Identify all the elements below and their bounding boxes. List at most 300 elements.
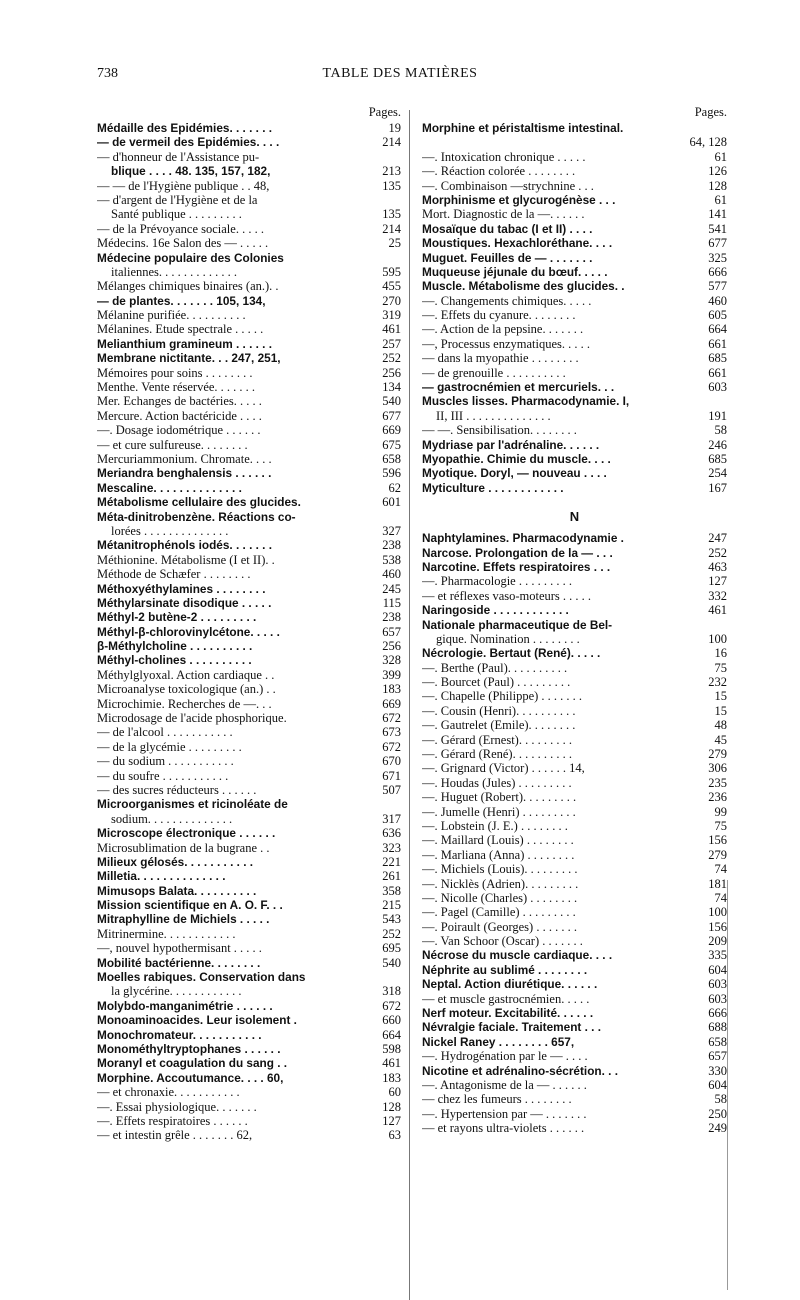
- index-entry: [422, 409, 727, 423]
- index-entry: [97, 941, 401, 955]
- entry-text: — et intestin grêle . . . . . . . 62,: [97, 1128, 253, 1143]
- entry-page: 75: [714, 660, 727, 675]
- entry-text: Muscle. Métabolisme des glucides. .: [422, 279, 625, 294]
- entry-text: —. Pharmacologie . . . . . . . . .: [422, 574, 572, 589]
- entry-page: 16: [714, 646, 727, 661]
- index-entry: [422, 1107, 727, 1121]
- index-entry: [97, 322, 401, 336]
- index-entry: [97, 956, 401, 970]
- entry-text: Narcotine. Effets respiratoires . . .: [422, 559, 611, 574]
- entry-page: 279: [708, 747, 727, 762]
- entry-page: 677: [382, 408, 401, 423]
- entry-text: Nécrose du muscle cardiaque. . . .: [422, 948, 613, 963]
- entry-text: —. Hypertension par — . . . . . . .: [422, 1106, 587, 1121]
- entry-page: 685: [708, 351, 727, 366]
- entry-page: 658: [708, 1034, 727, 1049]
- entry-text: —. Effets du cyanure. . . . . . . .: [422, 308, 576, 323]
- entry-page: 135: [382, 178, 401, 193]
- entry-page: 60: [388, 1085, 401, 1100]
- entry-text: Melianthium gramineum . . . . . .: [97, 336, 273, 351]
- entry-text: Nationale pharmaceutique de Bel-: [422, 617, 613, 632]
- entry-text: Nerf moteur. Excitabilité. . . . . .: [422, 1006, 594, 1021]
- entry-page: 19: [388, 121, 401, 135]
- index-entry: [97, 351, 401, 365]
- entry-page: 15: [714, 703, 727, 718]
- right-entry-list-n: [422, 531, 727, 1135]
- entry-text: Santé publique . . . . . . . . .: [111, 207, 242, 222]
- running-title: TABLE DES MATIÈRES: [322, 66, 478, 81]
- entry-text: Monoaminoacides. Leur isolement .: [97, 1013, 297, 1028]
- index-entry: [422, 733, 727, 747]
- entry-page: 48: [714, 718, 727, 733]
- entry-page: 247: [708, 531, 727, 546]
- index-entry: [422, 308, 727, 322]
- entry-text: Méthylarsinate disodique . . . . .: [97, 595, 272, 610]
- index-entry: [422, 862, 727, 876]
- entry-page: 254: [708, 466, 727, 481]
- index-entry: [97, 121, 401, 135]
- index-entry: [422, 337, 727, 351]
- index-entry: [422, 179, 727, 193]
- entry-text: —. Maillard (Louis) . . . . . . . .: [422, 833, 574, 848]
- entry-text: Médaille des Epidémies. . . . . . .: [97, 121, 273, 135]
- entry-text: —. Berthe (Paul). . . . . . . . . .: [422, 660, 568, 675]
- entry-page: 672: [382, 711, 401, 726]
- entry-page: 63: [388, 1128, 401, 1143]
- entry-text: — du soufre . . . . . . . . . . .: [97, 768, 229, 783]
- entry-text: Mitrinermine. . . . . . . . . . . .: [97, 926, 236, 941]
- entry-text: — de vermeil des Epidémies. . . .: [97, 135, 280, 150]
- entry-page: 215: [382, 898, 401, 913]
- index-entry: [97, 912, 401, 926]
- entry-text: Naringoside . . . . . . . . . . . .: [422, 603, 569, 618]
- index-entry: [422, 546, 727, 560]
- entry-page: 167: [708, 480, 727, 495]
- entry-text: — de la glycémie . . . . . . . . .: [97, 739, 242, 754]
- entry-page: 540: [382, 955, 401, 970]
- entry-page: 317: [382, 811, 401, 826]
- index-entry: [97, 308, 401, 322]
- entry-text: — d'honneur de l'Assistance pu-: [97, 149, 260, 164]
- entry-text: Myticulture . . . . . . . . . . . .: [422, 480, 564, 495]
- index-entry: [422, 618, 727, 632]
- entry-page: 541: [708, 221, 727, 236]
- entry-page: 64, 128: [689, 135, 727, 150]
- entry-text: —. Réaction colorée . . . . . . . .: [422, 164, 576, 179]
- index-entry: [422, 366, 727, 380]
- entry-page: 183: [382, 1070, 401, 1085]
- entry-text: Milletia. . . . . . . . . . . . . .: [97, 869, 226, 884]
- entry-page: 463: [708, 559, 727, 574]
- index-entry: [422, 761, 727, 775]
- entry-text: Microorganismes et ricinoléate de: [97, 797, 288, 812]
- entry-page: 604: [708, 962, 727, 977]
- entry-text: gique. Nomination . . . . . . . .: [436, 631, 580, 646]
- entry-text: —. Action de la pepsine. . . . . . .: [422, 322, 584, 337]
- entry-text: Molybdo-manganimétrie . . . . . .: [97, 998, 273, 1013]
- entry-text: Méthyl-2 butène-2 . . . . . . . . .: [97, 610, 257, 625]
- index-entry: [97, 495, 401, 509]
- entry-text: —, nouvel hypothermisant . . . . .: [97, 941, 262, 956]
- left-column: [97, 103, 401, 1143]
- entry-page: 261: [382, 869, 401, 884]
- pages-label: Pages.: [694, 105, 727, 119]
- entry-text: Morphinisme et glycurogénèse . . .: [422, 192, 616, 207]
- entry-text: Médecine populaire des Colonies: [97, 250, 284, 265]
- entry-text: — et rayons ultra-violets . . . . . .: [422, 1121, 585, 1136]
- index-entry: [97, 898, 401, 912]
- entry-page: 543: [382, 912, 401, 927]
- entry-text: — des sucres réducteurs . . . . . .: [97, 782, 257, 797]
- entry-page: 685: [708, 451, 727, 466]
- index-entry: [97, 1028, 401, 1042]
- index-entry: [422, 675, 727, 689]
- index-entry: [422, 977, 727, 991]
- index-entry: [422, 121, 727, 135]
- entry-text: Myotique. Doryl, — nouveau . . . .: [422, 466, 607, 481]
- entry-text: —, Processus enzymatiques. . . . .: [422, 336, 591, 351]
- index-entry: [422, 661, 727, 675]
- index-entry: [97, 1100, 401, 1114]
- entry-page: 461: [382, 322, 401, 337]
- entry-page: 399: [382, 667, 401, 682]
- index-entry: [97, 625, 401, 639]
- index-entry: [97, 610, 401, 624]
- entry-text: — de plantes. . . . . . . 105, 134,: [97, 293, 266, 308]
- entry-text: Nécrologie. Bertaut (René). . . . .: [422, 646, 601, 661]
- index-entry: [97, 682, 401, 696]
- index-entry: [97, 668, 401, 682]
- entry-text: —. Chapelle (Philippe) . . . . . . .: [422, 689, 583, 704]
- entry-page: 598: [382, 1042, 401, 1056]
- entry-page: 238: [382, 610, 401, 625]
- entry-text: Mélanines. Etude spectrale . . . . .: [97, 322, 264, 337]
- entry-text: —. Nicolle (Charles) . . . . . . . .: [422, 890, 578, 905]
- index-entry: [422, 646, 727, 660]
- index-entry: [422, 632, 727, 646]
- left-entry-list: [97, 121, 401, 1143]
- entry-text: —. Pagel (Camille) . . . . . . . . .: [422, 905, 576, 920]
- right-margin-rule: [727, 880, 728, 1290]
- index-entry: [97, 1042, 401, 1056]
- entry-page: 246: [708, 437, 727, 452]
- index-entry: [422, 905, 727, 919]
- index-entry: [422, 805, 727, 819]
- index-entry: [97, 1128, 401, 1142]
- pages-label: Pages.: [368, 105, 401, 119]
- entry-page: 209: [708, 934, 727, 949]
- index-entry: [422, 251, 727, 265]
- index-entry: [97, 567, 401, 581]
- entry-page: 595: [382, 264, 401, 279]
- entry-page: 319: [382, 308, 401, 323]
- entry-page: 99: [714, 804, 727, 819]
- index-entry: [97, 884, 401, 898]
- entry-text: Méthylglyoxal. Action cardiaque . .: [97, 667, 275, 682]
- entry-page: 306: [708, 761, 727, 776]
- entry-text: —. Huguet (Robert). . . . . . . . .: [422, 790, 577, 805]
- index-entry: [422, 963, 727, 977]
- index-entry: [422, 466, 727, 480]
- index-entry: [422, 891, 727, 905]
- entry-text: Mélanges chimiques binaires (an.). .: [97, 279, 279, 294]
- entry-page: 252: [382, 351, 401, 366]
- entry-text: Mydriase par l'adrénaline. . . . . .: [422, 437, 600, 452]
- entry-page: 540: [382, 394, 401, 409]
- entry-page: 141: [708, 207, 727, 222]
- index-entry: [97, 236, 401, 250]
- index-entry: [422, 560, 727, 574]
- entry-page: 270: [382, 293, 401, 308]
- index-entry: [422, 1035, 727, 1049]
- index-entry: [422, 992, 727, 1006]
- page-header: [0, 66, 800, 86]
- entry-text: Microsublimation de la bugrane . .: [97, 840, 270, 855]
- entry-page: 191: [708, 408, 727, 423]
- entry-page: 318: [382, 984, 401, 999]
- index-entry: [422, 150, 727, 164]
- entry-text: — —. Sensibilisation. . . . . . . .: [422, 423, 577, 438]
- entry-page: 249: [708, 1121, 727, 1136]
- entry-text: Mémoires pour soins . . . . . . . .: [97, 365, 253, 380]
- entry-page: 660: [382, 1013, 401, 1028]
- page-number: 738: [97, 66, 118, 81]
- entry-text: Métanitrophénols iodés. . . . . . .: [97, 538, 273, 553]
- entry-text: —. Combinaison —strychnine . . .: [422, 178, 594, 193]
- index-entry: [422, 877, 727, 891]
- entry-page: 335: [708, 948, 727, 963]
- entry-page: 256: [382, 639, 401, 654]
- entry-page: 62: [388, 480, 401, 495]
- index-entry: [97, 164, 401, 178]
- entry-text: Mercuriammonium. Chromate. . . .: [97, 451, 272, 466]
- entry-text: Moranyl et coagulation du sang . .: [97, 1056, 288, 1071]
- index-entry: [97, 812, 401, 826]
- index-entry: [422, 380, 727, 394]
- entry-page: 695: [382, 941, 401, 956]
- index-entry: [422, 164, 727, 178]
- index-entry: [422, 531, 727, 545]
- entry-page: 235: [708, 775, 727, 790]
- index-entry: [422, 236, 727, 250]
- section-letter: N: [569, 509, 580, 525]
- index-entry: [97, 639, 401, 653]
- entry-text: Muscles lisses. Pharmacodynamie. I,: [422, 394, 630, 409]
- entry-page: 507: [382, 782, 401, 797]
- entry-page: 135: [382, 207, 401, 222]
- entry-text: —. Grignard (Victor) . . . . . . 14,: [422, 761, 585, 776]
- index-entry: [422, 1020, 727, 1034]
- entry-page: 661: [708, 336, 727, 351]
- index-entry: [422, 1092, 727, 1106]
- index-entry: [97, 135, 401, 149]
- entry-page: 323: [382, 840, 401, 855]
- right-entry-list: [422, 121, 727, 495]
- entry-text: —. Van Schoor (Oscar) . . . . . . .: [422, 934, 583, 949]
- entry-text: — chez les fumeurs . . . . . . . .: [422, 1092, 572, 1107]
- index-entry: [97, 366, 401, 380]
- entry-page: 100: [708, 905, 727, 920]
- entry-page: 257: [382, 336, 401, 351]
- entry-text: Morphine et péristaltisme intestinal.: [422, 121, 624, 135]
- index-entry: [422, 603, 727, 617]
- index-entry: [422, 574, 727, 588]
- entry-text: —. Essai physiologique. . . . . . .: [97, 1099, 257, 1114]
- entry-text: Neptal. Action diurétique. . . . . .: [422, 977, 598, 992]
- entry-text: —. Hydrogénation par le — . . . .: [422, 1049, 588, 1064]
- entry-text: Mosaïque du tabac (I et II) . . . .: [422, 221, 593, 236]
- entry-text: Menthe. Vente réservée. . . . . . .: [97, 380, 256, 395]
- index-entry: [97, 927, 401, 941]
- entry-page: 636: [382, 826, 401, 841]
- entry-page: 603: [708, 977, 727, 992]
- index-entry: [97, 524, 401, 538]
- entry-page: 279: [708, 847, 727, 862]
- entry-page: 128: [708, 178, 727, 193]
- entry-text: Méthode de Schæfer . . . . . . . .: [97, 567, 251, 582]
- index-entry: [422, 1049, 727, 1063]
- entry-text: lorées . . . . . . . . . . . . . .: [111, 523, 229, 538]
- entry-text: — dans la myopathie . . . . . . . .: [422, 351, 579, 366]
- entry-page: 25: [388, 236, 401, 251]
- entry-page: 128: [382, 1099, 401, 1114]
- entry-page: 666: [708, 264, 727, 279]
- entry-text: Microdosage de l'acide phosphorique.: [97, 711, 287, 726]
- entry-page: 332: [708, 588, 727, 603]
- entry-page: 127: [382, 1113, 401, 1128]
- index-entry: [97, 697, 401, 711]
- index-entry: [422, 423, 727, 437]
- entry-text: β-Méthylcholine . . . . . . . . . .: [97, 639, 253, 654]
- entry-page: 596: [382, 466, 401, 481]
- entry-page: 670: [382, 754, 401, 769]
- index-entry: [97, 1013, 401, 1027]
- entry-text: Nickel Raney . . . . . . . . 657,: [422, 1034, 575, 1049]
- index-entry: [422, 704, 727, 718]
- entry-text: — d'argent de l'Hygiène et de la: [97, 192, 258, 207]
- entry-text: — du sodium . . . . . . . . . . .: [97, 754, 234, 769]
- entry-page: 256: [382, 365, 401, 380]
- index-entry: [97, 999, 401, 1013]
- index-entry: [97, 1071, 401, 1085]
- index-entry: [422, 819, 727, 833]
- entry-text: —. Antagonisme de la — . . . . . .: [422, 1078, 587, 1092]
- index-entry: [97, 769, 401, 783]
- right-column: [422, 103, 727, 1136]
- entry-page: 677: [708, 236, 727, 251]
- index-entry: [97, 251, 401, 265]
- entry-page: 245: [382, 581, 401, 596]
- entry-page: 603: [708, 991, 727, 1006]
- index-entry: [422, 718, 727, 732]
- entry-text: —. Gérard (Ernest). . . . . . . . .: [422, 732, 572, 747]
- entry-text: — et réflexes vaso-moteurs . . . . .: [422, 588, 592, 603]
- index-entry: [422, 1121, 727, 1135]
- index-entry: [97, 538, 401, 552]
- entry-page: 669: [382, 696, 401, 711]
- entry-page: 460: [708, 293, 727, 308]
- entry-page: 657: [382, 624, 401, 639]
- entry-page: 252: [708, 545, 727, 560]
- entry-page: 672: [382, 739, 401, 754]
- index-entry: [97, 337, 401, 351]
- entry-page: 673: [382, 725, 401, 740]
- index-entry: [422, 481, 727, 495]
- entry-page: 156: [708, 919, 727, 934]
- index-entry: [97, 466, 401, 480]
- index-entry: [97, 222, 401, 236]
- index-entry: [422, 279, 727, 293]
- entry-text: Méthyl-β-chlorovinylcétone. . . . .: [97, 624, 280, 639]
- entry-page: 461: [708, 603, 727, 618]
- entry-text: — gastrocnémien et mercuriels. . .: [422, 380, 615, 395]
- index-entry: [97, 783, 401, 797]
- index-entry: [97, 438, 401, 452]
- entry-text: Narcose. Prolongation de la — . . .: [422, 545, 613, 560]
- index-entry: [97, 1114, 401, 1128]
- entry-page: 214: [382, 221, 401, 236]
- entry-page: 601: [382, 495, 401, 510]
- index-entry: [422, 1078, 727, 1092]
- index-entry: [422, 776, 727, 790]
- entry-text: —. Gérard (René). . . . . . . . . .: [422, 747, 572, 762]
- entry-page: 213: [382, 164, 401, 179]
- entry-text: Moustiques. Hexachloréthane. . . .: [422, 236, 613, 251]
- entry-page: 325: [708, 250, 727, 265]
- entry-page: 577: [708, 279, 727, 294]
- entry-text: Mélanine purifiée. . . . . . . . . .: [97, 308, 246, 323]
- entry-text: Muqueuse jéjunale du bœuf. . . . .: [422, 264, 608, 279]
- entry-text: Mer. Echanges de bactéries. . . . .: [97, 394, 262, 409]
- entry-text: Microanalyse toxicologique (an.) . .: [97, 682, 276, 697]
- entry-page: 100: [708, 631, 727, 646]
- entry-page: 461: [382, 1056, 401, 1071]
- entry-page: 127: [708, 574, 727, 589]
- index-entry: [97, 754, 401, 768]
- entry-text: II, III . . . . . . . . . . . . . .: [436, 408, 551, 423]
- entry-page: 688: [708, 1020, 727, 1035]
- entry-page: 250: [708, 1106, 727, 1121]
- index-entry: [97, 596, 401, 610]
- index-entry: [422, 394, 727, 408]
- index-entry: [97, 553, 401, 567]
- entry-page: 58: [714, 1092, 727, 1107]
- index-entry: [97, 193, 401, 207]
- index-entry: [422, 193, 727, 207]
- index-entry: [422, 207, 727, 221]
- index-entry: [422, 438, 727, 452]
- index-entry: [97, 481, 401, 495]
- index-entry: [422, 948, 727, 962]
- entry-page: 669: [382, 423, 401, 438]
- entry-text: Nicotine et adrénalino-sécrétion. . .: [422, 1063, 619, 1078]
- entry-text: blique . . . . 48. 135, 157, 182,: [111, 164, 271, 179]
- entry-text: —. Dosage iodométrique . . . . . .: [97, 423, 261, 438]
- index-entry: [97, 510, 401, 524]
- entry-page: 126: [708, 164, 727, 179]
- index-entry: [97, 423, 401, 437]
- entry-text: Meriandra benghalensis . . . . . .: [97, 466, 272, 481]
- entry-text: —. Marliana (Anna) . . . . . . . .: [422, 847, 575, 862]
- index-entry: [422, 589, 727, 603]
- entry-text: Métabolisme cellulaire des glucides.: [97, 495, 301, 510]
- entry-text: Myopathie. Chimie du muscle. . . .: [422, 451, 611, 466]
- index-entry: [97, 394, 401, 408]
- entry-text: Mimusops Balata. . . . . . . . . .: [97, 883, 257, 898]
- index-entry: [422, 222, 727, 236]
- entry-page: 181: [708, 876, 727, 891]
- entry-page: 236: [708, 790, 727, 805]
